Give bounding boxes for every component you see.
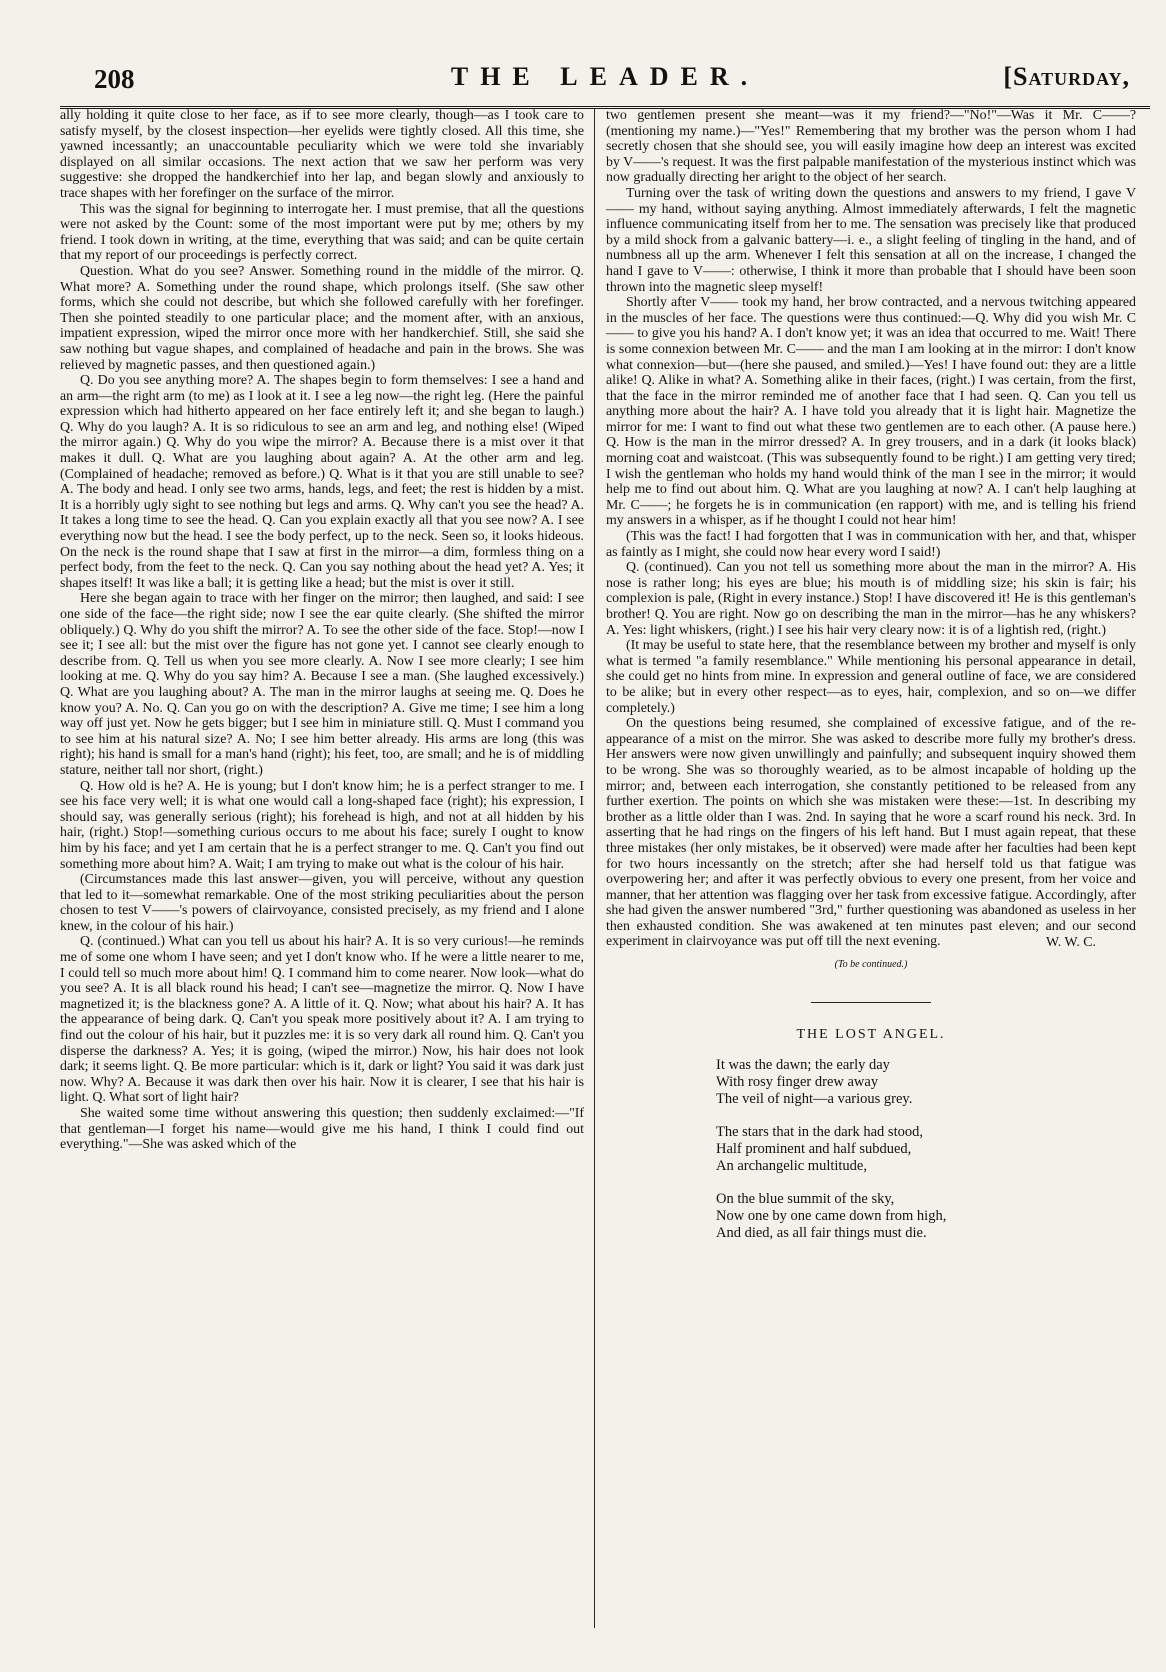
paragraph: She waited some time without answering this question; then suddenly exclaimed:—"If that gentleman—I forget his name—would give me his hand, I think I could find out everything."—She was asked which of the [60, 1106, 584, 1153]
poem-stanza [716, 1124, 1136, 1175]
poem-line: Now one by one came down from high, [716, 1207, 947, 1224]
paragraph: Question. What do you see? Answer. Something round in the middle of the mirror. Q. What more? A. Something under the round shape, which prolongs itself. (She saw other forms, which she could not describe, but which she followed carefully with her forefinger. Then she pointed steadily to one particular place; and the moment after, with an anxious, impatient expression, wiped the mirror once more with her handkerchief. Still, she said she saw nothing but vague shapes, and complained of headache and pain in the brows. She was relieved by magnetic passes, and then questioned again.) [60, 263, 584, 373]
page-number: 208 [94, 64, 135, 94]
poem-line: An archangelic multitude, [716, 1157, 867, 1174]
author-signature: W. W. C. [1045, 935, 1096, 951]
poem-line: With rosy finger drew away [716, 1073, 879, 1090]
poem-line: Half prominent and half subdued, [716, 1140, 912, 1157]
poem [716, 1057, 1136, 1242]
poem-line: The veil of night—a various grey. [716, 1090, 913, 1107]
paragraph: Q. (continued). Can you not tell us something more about the man in the mirror? A. His nose is rather long; his eyes are blue; his mouth is of middling size; his skin is fair; his complexion is pale, (Right in every instance.) Stop! I have discovered it! He is this gentleman's brother! Q. You are right. Now go on describing the man in the mirror—has he any whiskers? A. Yes: light whiskers, (right.) I see his hair very cleary now: it is of a lightish red, (right.) [606, 560, 1136, 638]
poem-title: THE LOST ANGEL. [796, 1027, 946, 1043]
header-day: [Saturday, [1003, 62, 1130, 91]
paragraph: Here she began again to trace with her finger on the mirror; then laughed, and said: I see one side of the face—the right side; now I see the ear quite clearly. (She shifted the mirror obliquely.) Q. Why do you shift the mirror? A. To see the other side of the face. Stop!—now I see it; I see all: but the mist over the figure has not gone yet. I cannot see clearly enough to describe from. Q. Tell us when you see more clearly. A. Now I see more clearly; I see him looking at me. Q. Why do you say him? A. Because I see a man. (She laughed excessively.) Q. What are you laughing about? A. The man in the mirror laughs at seeing me. Q. Does he know you? A. No. Q. Can you go on with the description? A. Give me time; I see him a long way off just yet. Now he gets bigger; but I see him in miniature still. Q. Must I command you to see him at his natural size? A. No; I see him better already. His arms are long (this was right); his hand is small for a man's hand (right); his feet, too, are small; and he is of middling stature, neither tall nor short, (right.) [60, 591, 584, 778]
paragraph: ally holding it quite close to her face, as if to see more clearly, though—as I took care to satisfy myself, by the closest inspection—her eyelids were tightly closed. All this time, she yawned incessantly; an unaccountable peculiarity which we were told she invariably displayed on all similar occasions. The next action that we saw her perform was very suggestive: she dropped the handkerchief into her lap, and began slowly and anxiously to trace shapes with her forefinger on the surface of the mirror. [60, 108, 584, 201]
paragraph: Q. How old is he? A. He is young; but I don't know him; he is a perfect stranger to me. I see his face very well; it is what one would call a long-shaped face (right); his expression, I should say, was generally serious (right); his forehead is high, and not at all hidden by his hair, (right.) Stop!—something curious occurs to me about his face; surely I ought to know him by his face; and yet I am certain that he is a perfect stranger to me. Q. Can't you find out something more about him? A. Wait; I am trying to make out what is the colour of his hair. [60, 778, 584, 872]
poem-stanza [716, 1057, 1136, 1108]
column-divider [594, 108, 595, 1628]
paragraph: (This was the fact! I had forgotten that I was in communication with her, and that, whisper as faintly as I might, she could now hear every word I said!) [606, 529, 1136, 560]
poem-line: And died, as all fair things must die. [716, 1224, 927, 1241]
paragraph: (It may be useful to state here, that the resemblance between my brother and myself is only what is termed "a family resemblance." While mentioning his personal appearance in detail, she could get no hints from mine. In expression and general outline of face, we are considered to be alike; but in every other respect—as to eyes, hair, complexion, and so on—we differ completely.) [606, 638, 1136, 716]
masthead-title: THE LEADER. [450, 62, 760, 91]
paragraph: Q. (continued.) What can you tell us about his hair? A. It is so very curious!—he reminds me of some one whom I have seen; and yet I don't know who. If he were a little nearer to me, I could tell so much more about him! Q. I command him to come nearer. Now look—what do you see? A. It is all black round his head; I can't see—magnetize the mirror. Q. Now I have magnetized it; is the blackness gone? A. A little of it. Q. Now; what about his hair? A. It has the appearance of being dark. Q. Can't you speak more positively about it? A. I am trying to find out the colour of his hair, but it puzzles me: it is so very dark all round him. Q. Can't you disperse the darkness? A. Yes; it is going, (wiped the mirror.) Now, his hair does not look dark; it seems light. Q. Be more particular: which is it, dark or light? You said it was dark just now. Why? A. Because it was dark then over his hair. Now it is clearer, I see that his hair is light. Q. What sort of light hair? [60, 934, 584, 1106]
section-divider [811, 1002, 931, 1003]
paragraph: Turning over the task of writing down the questions and answers to my friend, I gave V—— my hand, without saying anything. Almost immediately afterwards, I felt the magnetic influence communicating itself from her to me. The sensation was precisely like that produced by a mild shock from a galvanic battery—i. e., a slight feeling of tingling in the hand, and of numbness all up the arm. Whenever I felt this sensation at all on the increase, I changed the hand I gave to V——: otherwise, I think it more than probable that I should have been soon thrown into the magnetic sleep myself! [606, 185, 1136, 295]
paragraph: Q. Do you see anything more? A. The shapes begin to form themselves: I see a hand and an arm—the right arm (to me) as I look at it. I see a leg now—the right leg. (Here the painful expression which had hitherto appeared on her face entirely left it; and she began to laugh.) Q. Why do you laugh? A. It is so ridiculous to see an arm and leg, and nothing else! (Wiped the mirror again.) Q. Why do you wipe the mirror? A. Because there is a mist over it that makes it dull. Q. What are you laughing about again? A. At the other arm and leg. (Complained of headache; removed as before.) Q. What is it that you are still unable to see? A. The body and head. I only see two arms, hands, legs, and feet; the rest is hidden by a mist. It is a horribly ugly sight to see nothing but legs and arms. Q. Why can't you see the head? A. It takes a long time to see the head. Q. Can you explain exactly all that you see now? A. I see everything now but the head. I see the body perfect, up to the neck. Seen so, it looks hideous. On the neck is the round shape that I saw at first in the mirror—a dim, formless thing on a perfect body, from the feet to the neck. Q. Can you say nothing about the head yet? A. Yes; it shapes itself! It was like a ball; it is getting like a head; but the mist is over it still. [60, 373, 584, 591]
poem-line: The stars that in the dark had stood, [716, 1123, 923, 1140]
continued-note: (To be continued.) [834, 958, 908, 970]
poem-line: On the blue summit of the sky, [716, 1190, 895, 1207]
poem-line: It was the dawn; the early day [716, 1056, 890, 1073]
right-column [606, 108, 1136, 1658]
page-header [60, 62, 1150, 109]
paragraph: Shortly after V—— took my hand, her brow contracted, and a nervous twitching appeared in the muscles of her face. The questions were thus continued:—Q. Why did you wish Mr. C—— to give you his hand? A. I don't know yet; it was an idea that occurred to me. Wait! There is some connexion between Mr. C—— and the man I am looking at in the mirror: I don't know what connexion—but—(here she paused, and smiled.)—Yes! I have found out: they are a little alike! Q. Alike in what? A. Something alike in their faces, (right.) I was certain, from the first, that the face in the mirror reminded me of another face that I had seen. Q. Can you tell us anything more about the hair? A. I have told you already that it is light hair. Magnetize the mirror for me: I want to find out what these two gentlemen are to each other. (A pause here.) Q. How is the man in the mirror dressed? A. In grey trousers, and in a dark (it looks black) morning coat and waistcoat. (This was subsequently found to be right.) I am getting very tired; I wish the gentleman who holds my hand would think of the man I see in the mirror; it would help me to find out about him. Q. What are you laughing at now? A. I can't help laughing at Mr. C——; he forgets he is in communication (en rapport) with me, and is telling his friend my answers in a whisper, as if he thought I could not hear him! [606, 295, 1136, 529]
poem-stanza [716, 1191, 1136, 1242]
paragraph: two gentlemen present she meant—was it my friend?—"No!"—Was it Mr. C——? (mentioning my name.)—"Yes!" Remembering that my brother was the person whom I had secretly chosen that she should see, you will easily imagine how deep an interest was excited by V——'s request. It was the first palpable manifestation of the mysterious instinct which was now gradually directing her aright to the object of her search. [606, 108, 1136, 186]
paragraph: (Circumstances made this last answer—given, you will perceive, without any question that led to it—somewhat remarkable. One of the most striking peculiarities about the person chosen to test V——'s powers of clairvoyance, consisted precisely, as my friend and I alone knew, in the colour of his hair.) [60, 872, 584, 934]
left-column [60, 108, 584, 1658]
paragraph: This was the signal for beginning to interrogate her. I must premise, that all the questions were not asked by the Count: some of the most important were put by me; others by my friend. I took down in writing, at the time, everything that was said; and can be quite certain that my report of our proceedings is perfectly correct. [60, 201, 584, 264]
paragraph: On the questions being resumed, she complained of excessive fatigue, and of the re-appearance of a mist on the mirror. She was asked to describe more fully my brother's dress. Her answers were now given unwillingly and painfully; and subsequent inquiry showed them to be wrong. She was so thoroughly wearied, as to be almost incapable of holding up the mirror; and, between each interrogation, she constantly petitioned to be released from any further exertion. The points on which she was mistaken were these:—1st. In describing my brother as a little older than I was. 2nd. In saying that he wore a scarf round his neck. 3rd. In asserting that he had rings on the fingers of his left hand. But I must again repeat, that these three mistakes (her only mistakes, be it observed) were made after her faculties had been kept for two hours incessantly on the stretch; after she had herself told us that fatigue was overpowering her; and after it was perfectly obvious to every one present, from her voice and manner, that her attention was flagging over her task from excessive fatigue. Accordingly, after she had given the answer numbered "3rd," further questioning was abandoned as useless in her then exhausted condition. She was awakened at ten minutes past eleven; and our second experiment in clairvoyance was put off till the next evening. [606, 716, 1136, 950]
